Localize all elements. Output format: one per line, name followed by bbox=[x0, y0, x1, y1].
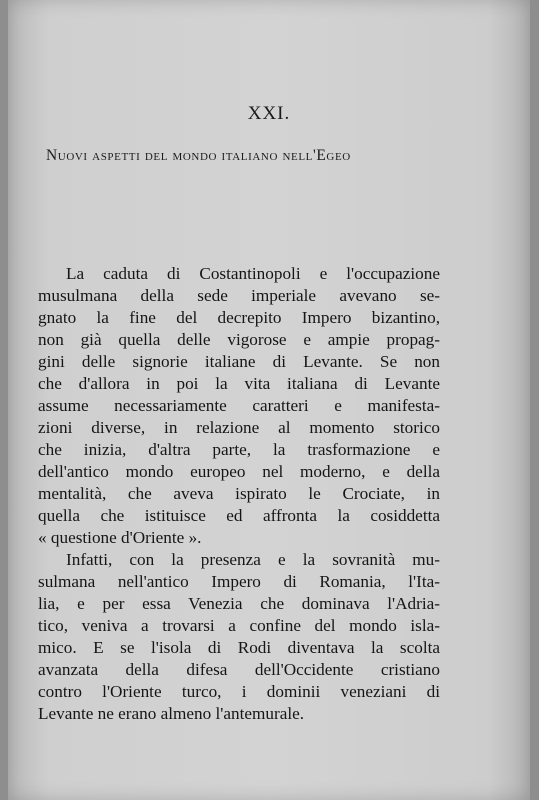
paragraph-2 bbox=[38, 549, 440, 725]
text-line: La caduta di Costantinopoli e l'occupazione bbox=[66, 264, 440, 283]
text-line: lia, e per essa Venezia che dominava l'Adria- bbox=[38, 594, 440, 613]
text-line: mentalità, che aveva ispirato le Crociate, in bbox=[38, 484, 440, 503]
text-line: Infatti, con la presenza e la sovranità mu- bbox=[66, 550, 440, 569]
text-line: mico. E se l'isola di Rodi diventava la scolta bbox=[38, 638, 440, 657]
book-page bbox=[8, 0, 530, 800]
text-line: gnato la fine del decrepito Impero bizantino, bbox=[38, 308, 440, 327]
chapter-body bbox=[38, 263, 440, 725]
text-line: che inizia, d'altra parte, la trasformazione e bbox=[38, 440, 440, 459]
text-line: Levante ne erano almeno l'antemurale. bbox=[38, 704, 305, 723]
text-line: musulmana della sede imperiale avevano se- bbox=[38, 286, 440, 305]
chapter-number: XXI. bbox=[247, 103, 291, 124]
paragraph-1 bbox=[38, 263, 440, 549]
text-line: tico, veniva a trovarsi a confine del mondo isla- bbox=[38, 616, 440, 635]
text-line: sulmana nell'antico Impero di Romania, l'Ita- bbox=[38, 572, 440, 591]
text-line: zioni diverse, in relazione al momento storico bbox=[38, 418, 440, 437]
text-line: quella che istituisce ed affronta la cosiddetta bbox=[38, 506, 440, 525]
text-line: non già quella delle vigorose e ampie propag- bbox=[38, 330, 440, 349]
text-line: contro l'Oriente turco, i dominii veneziani di bbox=[38, 682, 440, 701]
text-line: « questione d'Oriente ». bbox=[38, 528, 202, 547]
chapter-title: Nuovi aspetti del mondo italiano nell'Egeo bbox=[46, 147, 351, 164]
text-line: assume necessariamente caratteri e manifesta- bbox=[38, 396, 440, 415]
text-line: gini delle signorie italiane di Levante. Se non bbox=[38, 352, 440, 371]
text-line: che d'allora in poi la vita italiana di Levante bbox=[38, 374, 440, 393]
text-line: dell'antico mondo europeo nel moderno, e della bbox=[38, 462, 440, 481]
text-line: avanzata della difesa dell'Occidente cristiano bbox=[38, 660, 440, 679]
